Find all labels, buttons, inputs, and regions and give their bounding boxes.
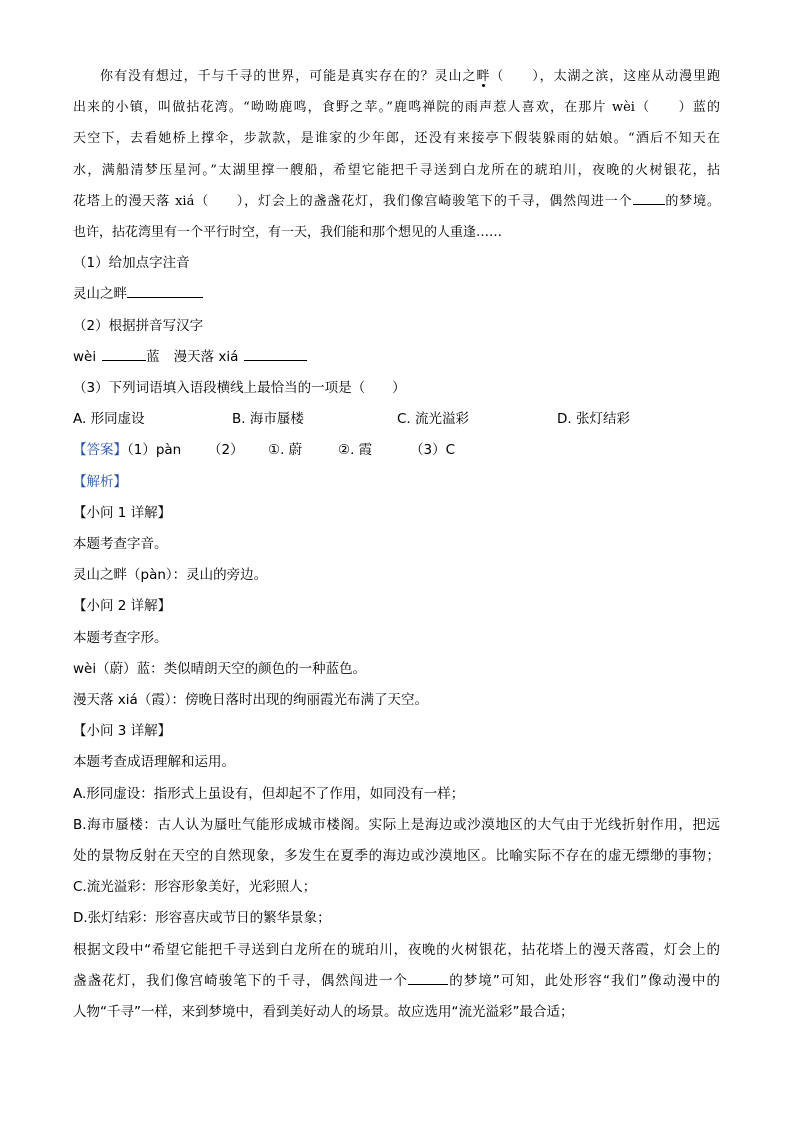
analysis-line bbox=[73, 779, 720, 810]
question-2-title bbox=[73, 311, 720, 342]
answer-part: ①. 蔚 bbox=[268, 442, 303, 459]
passage-text: 的梦境。 bbox=[664, 193, 720, 209]
analysis-line bbox=[73, 841, 720, 872]
analysis-text: 根据文段中“希望它能把千寻送到白龙所在的琥珀川，夜晚的火树银花，拈花塔上的漫天落霞，灯会上的 bbox=[73, 941, 720, 958]
analysis-line bbox=[73, 685, 720, 716]
document-content bbox=[73, 61, 720, 1028]
passage-text: 出来的小镇，叫做拈花湾。“呦呦鹿鸣，食野之苹。”鹿鸣禅院的雨声惹人喜欢，在那片 wèi（ ）蓝的 bbox=[73, 100, 720, 116]
section-heading: 【小问 1 详解】 bbox=[73, 504, 172, 521]
passage-text: 花塔上的漫天落 xiá（ ），灯会上的盏盏花灯，我们像宫崎骏笔下的千寻，偶然闯进一个 bbox=[73, 193, 633, 209]
analysis-text: 漫天落 xiá（霞）：傍晚日落时出现的绚丽霞光布满了天空。 bbox=[73, 692, 429, 709]
option-d: D. 张灯结彩 bbox=[557, 411, 630, 428]
analysis-text: wèi（蔚）蓝：类似晴朗天空的颜色的一种蓝色。 bbox=[73, 660, 367, 677]
passage-line-1 bbox=[73, 61, 720, 92]
passage-text: 天空下，去看她桥上撑伞，步款款，是谁家的少年郎，还没有来接亭下假装躲雨的姑娘。“酒后不知天在 bbox=[73, 131, 720, 147]
section-heading: 【小问 2 详解】 bbox=[73, 598, 172, 615]
analysis-line bbox=[73, 997, 720, 1028]
answer-part: （3）C bbox=[410, 442, 456, 459]
sub2-heading bbox=[73, 591, 720, 622]
question-text: （1）给加点字注音 bbox=[73, 255, 190, 272]
question-3-title bbox=[73, 373, 720, 404]
analysis-line bbox=[73, 623, 720, 654]
passage-line-6 bbox=[73, 217, 720, 248]
answer-line bbox=[73, 435, 720, 466]
question-text: （2）根据拼音写汉字 bbox=[73, 317, 204, 334]
question-3-options bbox=[73, 404, 720, 435]
option-b: B. 海市蜃楼 bbox=[232, 411, 304, 428]
analysis-text: B.海市蜃楼：古人认为蜃吐气能形成城市楼阁。实际上是海边或沙漠地区的大气由于光线折射作用，把远 bbox=[73, 816, 720, 833]
question-text: 蓝 bbox=[146, 348, 160, 365]
fill-blank bbox=[633, 191, 665, 205]
pinyin-prompt: 漫天落 xiá bbox=[173, 348, 239, 365]
section-heading: 【小问 3 详解】 bbox=[73, 723, 172, 740]
analysis-line bbox=[73, 560, 720, 591]
answer-part: （2） bbox=[208, 442, 244, 459]
answer-blank bbox=[244, 346, 307, 361]
passage-text: 水，满船清梦压星河。”太湖里撑一艘船，希望它能把千寻送到白龙所在的琥珀川，夜晚的火树银花，拈 bbox=[73, 162, 720, 178]
analysis-label: 【解析】 bbox=[73, 473, 127, 490]
analysis-text: 灵山之畔（pàn）：灵山的旁边。 bbox=[73, 567, 268, 584]
passage-line-4 bbox=[73, 155, 720, 186]
analysis-text: 人物“千寻”一样，来到梦境中，看到美好动人的场景。故应选用“流光溢彩”最合适； bbox=[73, 1004, 574, 1021]
question-prompt: 灵山之畔 bbox=[73, 286, 127, 303]
analysis-text: C.流光溢彩：形容形象美好，光彩照人； bbox=[73, 879, 317, 896]
answer-part: ②. 霞 bbox=[338, 442, 373, 459]
emphasized-character: 畔 bbox=[476, 69, 491, 84]
analysis-text: A.形同虚设：指形式上虽设有，但却起不了作用，如同没有一样； bbox=[73, 785, 465, 802]
sub3-heading bbox=[73, 716, 720, 747]
analysis-line bbox=[73, 810, 720, 841]
answer-label: 【答案】 bbox=[73, 442, 127, 459]
analysis-text: 本题考查字形。 bbox=[73, 629, 168, 646]
answer-blank bbox=[102, 346, 146, 361]
option-c: C. 流光溢彩 bbox=[397, 411, 470, 428]
analysis-text: 本题考查成语理解和运用。 bbox=[73, 754, 235, 771]
analysis-line bbox=[73, 529, 720, 560]
analysis-text: 盏盏花灯，我们像宫崎骏笔下的千寻，偶然闯进一个 bbox=[73, 972, 409, 989]
analysis-line bbox=[73, 966, 720, 997]
analysis-text: 本题考查字音。 bbox=[73, 536, 168, 553]
question-text: （3）下列词语填入语段横线上最恰当的一项是（ ） bbox=[73, 380, 406, 397]
fill-blank bbox=[408, 970, 448, 985]
analysis-text: 的梦境”可知，此处形容“我们”像动漫中的 bbox=[448, 972, 721, 989]
question-1-title bbox=[73, 248, 720, 279]
sub1-heading bbox=[73, 498, 720, 529]
analysis-text: 处的景物反射在天空的自然现象，多发生在夏季的海边或沙漠地区。比喻实际不存在的虚无缥缈的事物； bbox=[73, 848, 720, 865]
answer-part: （1）pàn bbox=[127, 442, 182, 459]
analysis-line bbox=[73, 935, 720, 966]
analysis-line bbox=[73, 903, 720, 934]
passage-line-5 bbox=[73, 186, 720, 217]
answer-part-1-group bbox=[73, 435, 208, 466]
passage-text: 你有没有想过，千与千寻的世界，可能是真实存在的？灵山之 bbox=[100, 69, 477, 84]
answer-blank bbox=[127, 284, 203, 299]
question-1-line bbox=[73, 279, 720, 310]
passage-text: 也许，拈花湾里有一个平行时空，有一天，我们能和那个想见的人重逢…… bbox=[73, 225, 503, 241]
analysis-line bbox=[73, 747, 720, 778]
option-a: A. 形同虚设 bbox=[73, 411, 145, 428]
analysis-line bbox=[73, 872, 720, 903]
passage-line-2 bbox=[73, 92, 720, 123]
question-2-line bbox=[73, 342, 720, 373]
analysis-label-line bbox=[73, 467, 720, 498]
passage-line-3 bbox=[73, 123, 720, 154]
passage-text: （ ），太湖之滨，这座从动漫里跑 bbox=[490, 69, 720, 84]
analysis-text: D.张灯结彩：形容喜庆或节日的繁华景象； bbox=[73, 910, 331, 927]
pinyin-prompt: wèi bbox=[73, 348, 97, 365]
analysis-line bbox=[73, 654, 720, 685]
